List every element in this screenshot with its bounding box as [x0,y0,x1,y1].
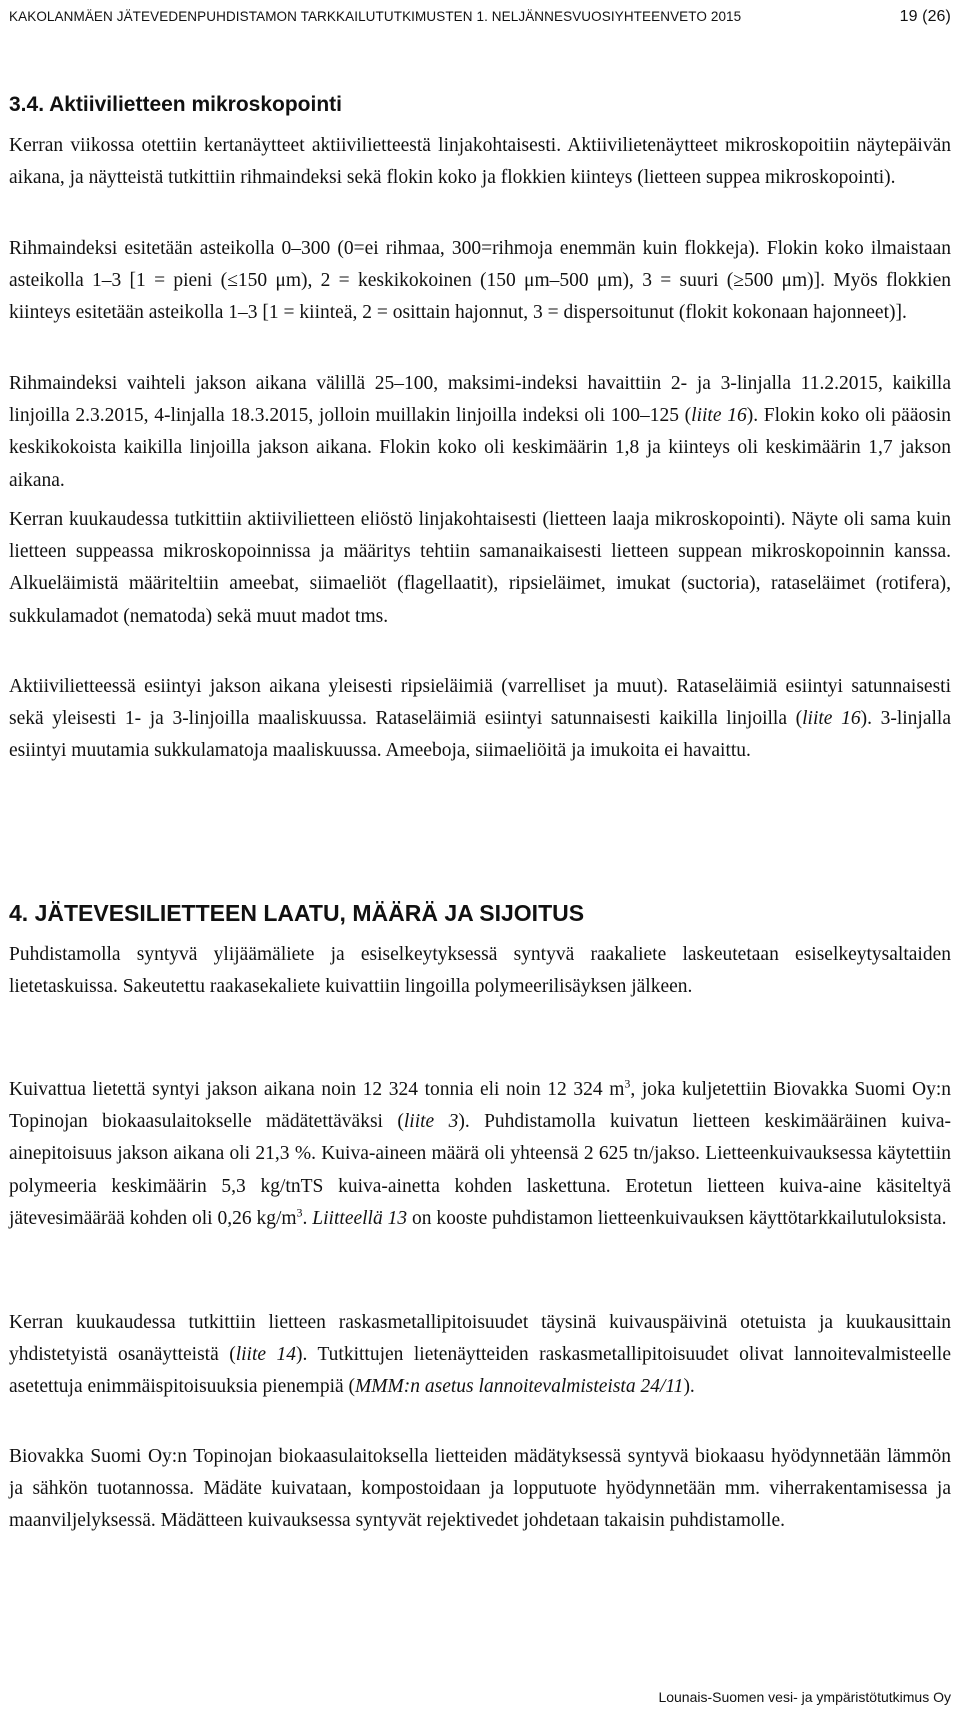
paragraph: Rihmaindeksi vaihteli jakson aikana välillä 25–100, maksimi-indeksi havaittiin 2- ja 3-linjalla 11.2.2015, kaikilla linjoilla 2.3.2015, 4-linjalla 18.3.2015, jolloin muillakin linjoilla indeksi oli 100–125 (liite 16). Flokin koko oli pääosin keskikokoista kaikilla linjoilla jakson aikana. Flokin koko oli keskimäärin 1,8 ja kiinteys oli keskimäärin 1,7 jakson aikana. [9,373,951,491]
appendix-reference: liite 16 [802,708,861,730]
paragraph: Kuivattua lietettä syntyi jakson aikana noin 12 324 tonnia eli noin 12 324 $m^3$, joka kuljetettiin Biovakka Suomi Oy:n Topinojan biokaasulaitokselle mädätettäväksi (liite 3). Puhdistamolla kuivatun lietteen keskimääräinen kuiva-ainepitoisuus jakson aikana oli 21,3 %. Kuiva-aineen määrä oli yhteensä 2 625 tn/jakso. Lietteenkuivauksessa käytettiin polymeeria keskimäärin 5,3 kg/tnTS kuiva-ainetta kohden laskettuna. Erotetun lietteen kuiva-aine käsiteltyä jätevesimäärää kohden oli 0,26 $kg/m^3$. Liitteellä 13 on kooste puhdistamon lietteenkuivauksen käyttötarkkailutuloksista. [9,1076,952,1229]
paragraph: Kerran kuukaudessa tutkittiin aktiivilietteen eliöstö linjakohtaisesti (lietteen laaja mikroskopointi). Näyte oli sama kuin lietteen suppeassa mikroskopoinnissa ja määritys tehtiin samanaikaisesti lietteen suppean mikroskopoinnin kanssa. Alkueläimistä määriteltiin ameebat, siimaeliöt (flagellaatit), ripsieläimet, imukat (suctoria), rataseläimet (rotifera), sukkulamadot (nematoda) sekä muut madot tms. [9,509,951,627]
paragraph: Biovakka Suomi Oy:n Topinojan biokaasulaitoksella lietteiden mädätyksessä syntyvä biokaasu hyödynnetään lämmön ja sähkön tuotannossa. Mädäte kuivataan, kompostoidaan ja lopputuote hyödynnetään mm. viherrakentamisessa ja maanviljelyksessä. Mädätteen kuivauksessa syntyvät rejektivedet johdetaan takaisin puhdistamolle. [9,1446,951,1532]
regulation-reference: MMM:n asetus lannoitevalmisteista 24/11 [355,1376,684,1398]
running-header [9,8,951,26]
paragraph: Rihmaindeksi esitetään asteikolla 0–300 (0=ei rihmaa, 300=rihmoja enemmän kuin flokkeja). Flokin koko ilmaistaan asteikolla 1–3 [1 = pieni (≤150 μm), 2 = keskikokoinen (150 μm–500 μm), 3 = suuri (≥500 μm)]. Myös flokkien kiinteys esitetään asteikolla 1–3 [1 = kiinteä, 2 = osittain hajonnut, 3 = dispersoitunut (flokit kokonaan hajonneet)]. [9,238,951,324]
appendix-reference: Liitteellä 13 [312,1207,408,1229]
footer-organization: Lounais-Suomen vesi- ja ympäristötutkimus Oy [658,1689,951,1705]
paragraph: Kerran viikossa otettiin kertanäytteet aktiivilietteestä linjakohtaisesti. Aktiivilietenäytteet mikroskopoitiin näytepäivän aikana, ja näytteistä tutkittiin rihmaindeksi sekä flokin koko ja flokkien kiinteys (lietteen suppea mikroskopointi). [9,135,951,189]
appendix-reference: liite 14 [235,1344,296,1366]
section-heading-3-4: 3.4. Aktiivilietteen mikroskopointi [9,93,342,116]
appendix-reference: liite 16 [691,405,747,427]
paragraph: Aktiivilietteessä esiintyi jakson aikana yleisesti ripsieläimiä (varrelliset ja muut). Rataseläimiä esiintyi satunnaisesti sekä yleisesti 1- ja 3-linjoilla maaliskuussa. Rataseläimiä esiintyi satunnaisesti kaikilla linjoilla (liite 16). 3-linjalla esiintyi muutamia sukkulamatoja maaliskuussa. Ameeboja, siimaeliöitä ja imukoita ei havaittu. [9,676,951,762]
paragraph: Puhdistamolla syntyvä ylijäämäliete ja esiselkeytyksessä syntyvä raakaliete laskeutetaan esiselkeytysaltaiden lietetaskuissa. Sakeutettu raakasekaliete kuivattiin lingoilla polymeerilisäyksen jälkeen. [9,944,951,998]
paragraph: Kerran kuukaudessa tutkittiin lietteen raskasmetallipitoisuudet täysinä kuivauspäivinä otetuista ja kuukausittain yhdistetyistä osanäytteistä (liite 14). Tutkittujen lietenäytteiden raskasmetallipitoisuudet olivat lannoitevalmisteelle asetettuja enimmäispitoisuuksia pienempiä (MMM:n asetus lannoitevalmisteista 24/11). [9,1312,951,1398]
header-title: KAKOLANMÄEN JÄTEVEDENPUHDISTAMON TARKKAILUTUTKIMUSTEN 1. NELJÄNNESVUOSIYHTEENVETO 2015 [9,9,742,24]
page-number: 19 (26) [899,8,951,25]
appendix-reference: liite 3 [403,1111,459,1133]
section-heading-4: 4. JÄTEVESILIETTEEN LAATU, MÄÄRÄ JA SIJOITUS [9,900,585,926]
